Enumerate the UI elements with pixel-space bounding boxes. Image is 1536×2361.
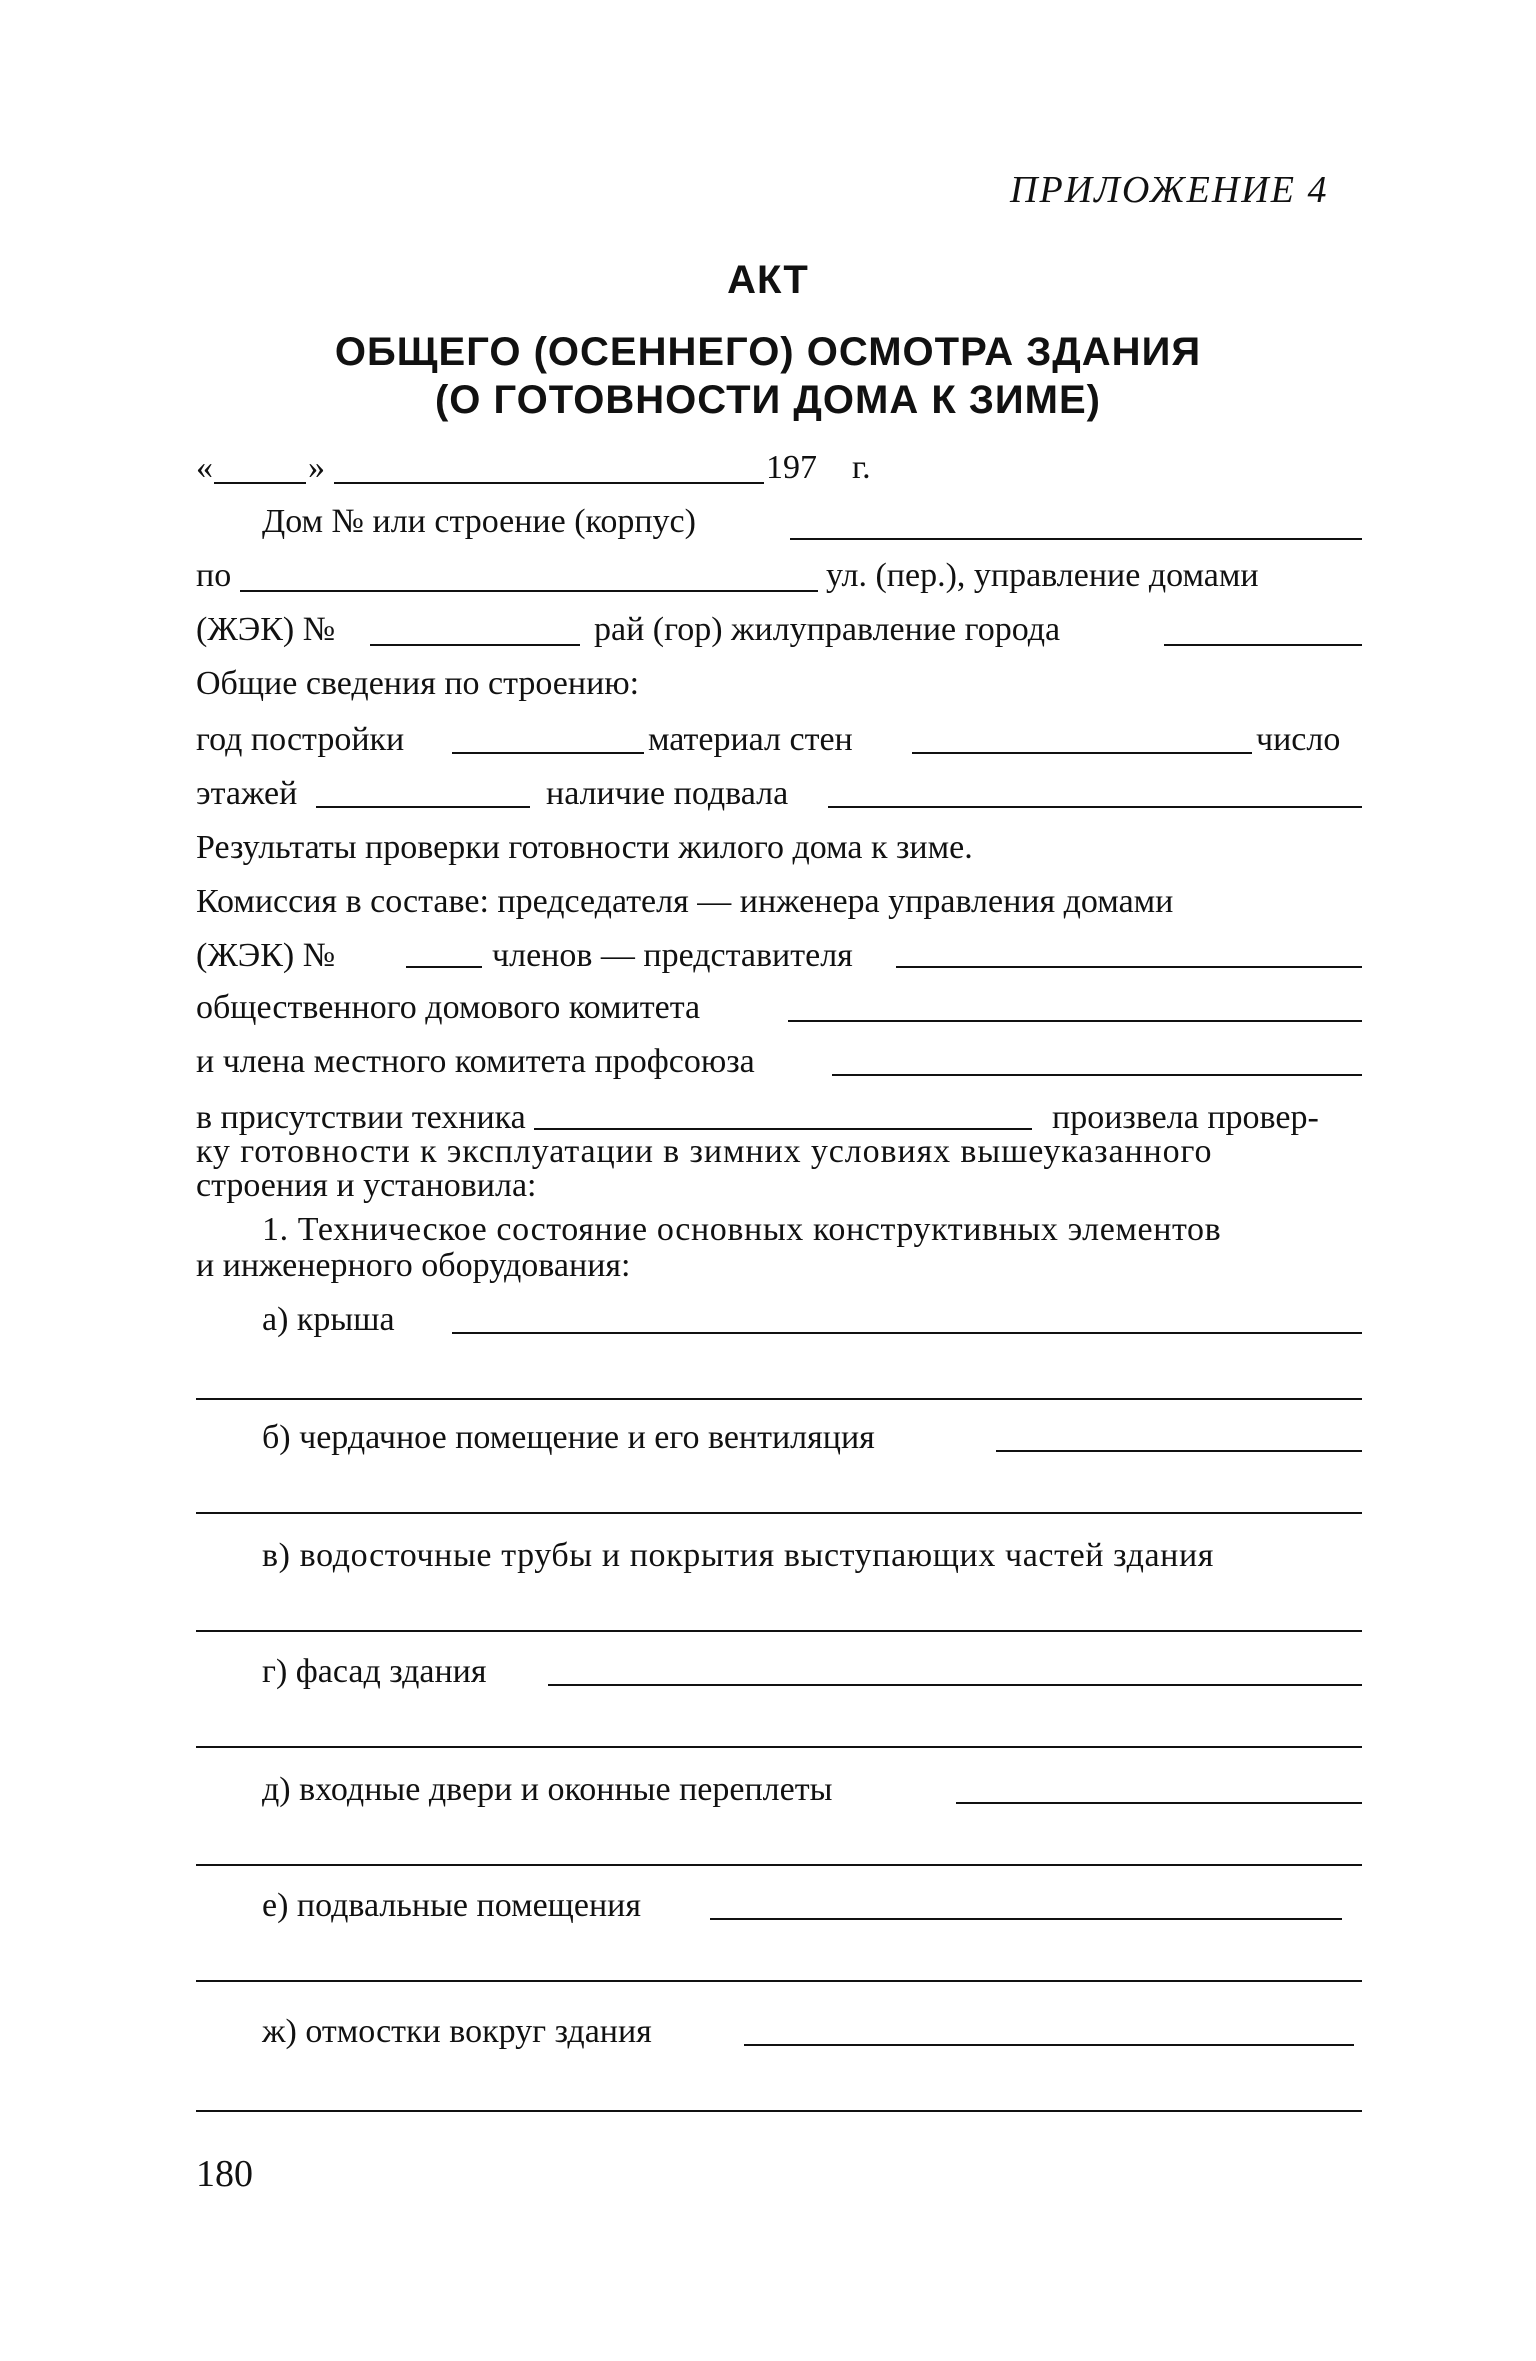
item-e-basement-rooms: е) подвальные помещения	[262, 1887, 641, 1924]
page-number: 180	[196, 2153, 253, 2195]
item-zh-blank-2[interactable]	[196, 2110, 1362, 2112]
item-a-blank-2[interactable]	[196, 1398, 1362, 1400]
members-blank[interactable]	[896, 966, 1362, 968]
zhek-label: (ЖЭК) №	[196, 611, 336, 648]
appendix-label: ПРИЛОЖЕНИЕ 4	[1010, 169, 1329, 211]
document-title: АКТ	[727, 258, 809, 302]
basement-label: наличие подвала	[546, 775, 789, 812]
members-label: членов — представителя	[492, 937, 853, 974]
commission-label: Комиссия в составе: председателя — инженера управления домами	[196, 883, 1174, 920]
year-built-blank[interactable]	[452, 752, 644, 754]
section1-line2: и инженерного оборудования:	[196, 1247, 631, 1284]
item-b-blank[interactable]	[996, 1450, 1362, 1452]
house-number-blank[interactable]	[790, 538, 1362, 540]
item-e-blank[interactable]	[710, 1918, 1342, 1920]
section1-line1: 1. Техническое состояние основных конструктивных элементов	[262, 1211, 1222, 1248]
item-zh-blind-area: ж) отмостки вокруг здания	[262, 2013, 652, 2050]
item-e-blank-2[interactable]	[196, 1980, 1362, 1982]
number-of-label: число	[1256, 721, 1341, 758]
street-prefix: по	[196, 557, 232, 594]
item-v-drainpipes: в) водосточные трубы и покрытия выступающих частей здания	[262, 1537, 1215, 1574]
wall-material-label: материал стен	[648, 721, 853, 758]
item-v-blank[interactable]	[196, 1630, 1362, 1632]
item-g-blank-2[interactable]	[196, 1746, 1362, 1748]
date-year: 197	[766, 449, 817, 486]
performed-label: произвела провер-	[1052, 1099, 1319, 1136]
wall-material-blank[interactable]	[912, 752, 1252, 754]
date-year-suffix: г.	[852, 449, 871, 486]
document-subtitle-line1: ОБЩЕГО (ОСЕННЕГО) ОСМОТРА ЗДАНИЯ	[334, 330, 1202, 374]
item-a-roof: а) крыша	[262, 1301, 395, 1338]
item-a-blank[interactable]	[452, 1332, 1362, 1334]
union-member-blank[interactable]	[832, 1074, 1362, 1076]
house-committee-blank[interactable]	[788, 1020, 1362, 1022]
item-zh-blank[interactable]	[744, 2044, 1354, 2046]
zhek-blank[interactable]	[370, 644, 580, 646]
floors-blank[interactable]	[316, 806, 530, 808]
general-info-label: Общие сведения по строению:	[196, 665, 640, 702]
item-d-blank-2[interactable]	[196, 1864, 1362, 1866]
item-g-facade: г) фасад здания	[262, 1653, 487, 1690]
date-close-quote: »	[308, 449, 325, 486]
district-label: рай (гор) жилуправление города	[594, 611, 1061, 648]
house-number-label: Дом № или строение (корпус)	[262, 503, 696, 540]
zhek2-blank[interactable]	[406, 966, 482, 968]
check-line3: строения и установила:	[196, 1167, 537, 1204]
item-b-blank-2[interactable]	[196, 1512, 1362, 1514]
technician-label: в присутствии техника	[196, 1099, 526, 1136]
house-committee-label: общественного домового комитета	[196, 989, 701, 1026]
floors-label: этажей	[196, 775, 298, 812]
date-day-blank[interactable]	[214, 482, 306, 484]
results-label: Результаты проверки готовности жилого дома к зиме.	[196, 829, 973, 866]
date-open-quote: «	[196, 449, 213, 486]
street-suffix-label: ул. (пер.), управление домами	[826, 557, 1259, 594]
zhek2-label: (ЖЭК) №	[196, 937, 336, 974]
item-d-blank[interactable]	[956, 1802, 1362, 1804]
item-g-blank[interactable]	[548, 1684, 1362, 1686]
date-month-blank[interactable]	[334, 482, 764, 484]
street-blank[interactable]	[240, 590, 818, 592]
document-subtitle-line2: (О ГОТОВНОСТИ ДОМА К ЗИМЕ)	[434, 378, 1102, 422]
union-member-label: и члена местного комитета профсоюза	[196, 1043, 755, 1080]
item-b-attic: б) чердачное помещение и его вентиляция	[262, 1419, 875, 1456]
technician-blank[interactable]	[534, 1128, 1032, 1130]
check-line2: ку готовности к эксплуатации в зимних условиях вышеуказанного	[196, 1133, 1213, 1170]
district-blank[interactable]	[1164, 644, 1362, 646]
basement-blank[interactable]	[828, 806, 1362, 808]
item-d-doors-windows: д) входные двери и оконные переплеты	[262, 1771, 833, 1808]
year-built-label: год постройки	[196, 721, 405, 758]
